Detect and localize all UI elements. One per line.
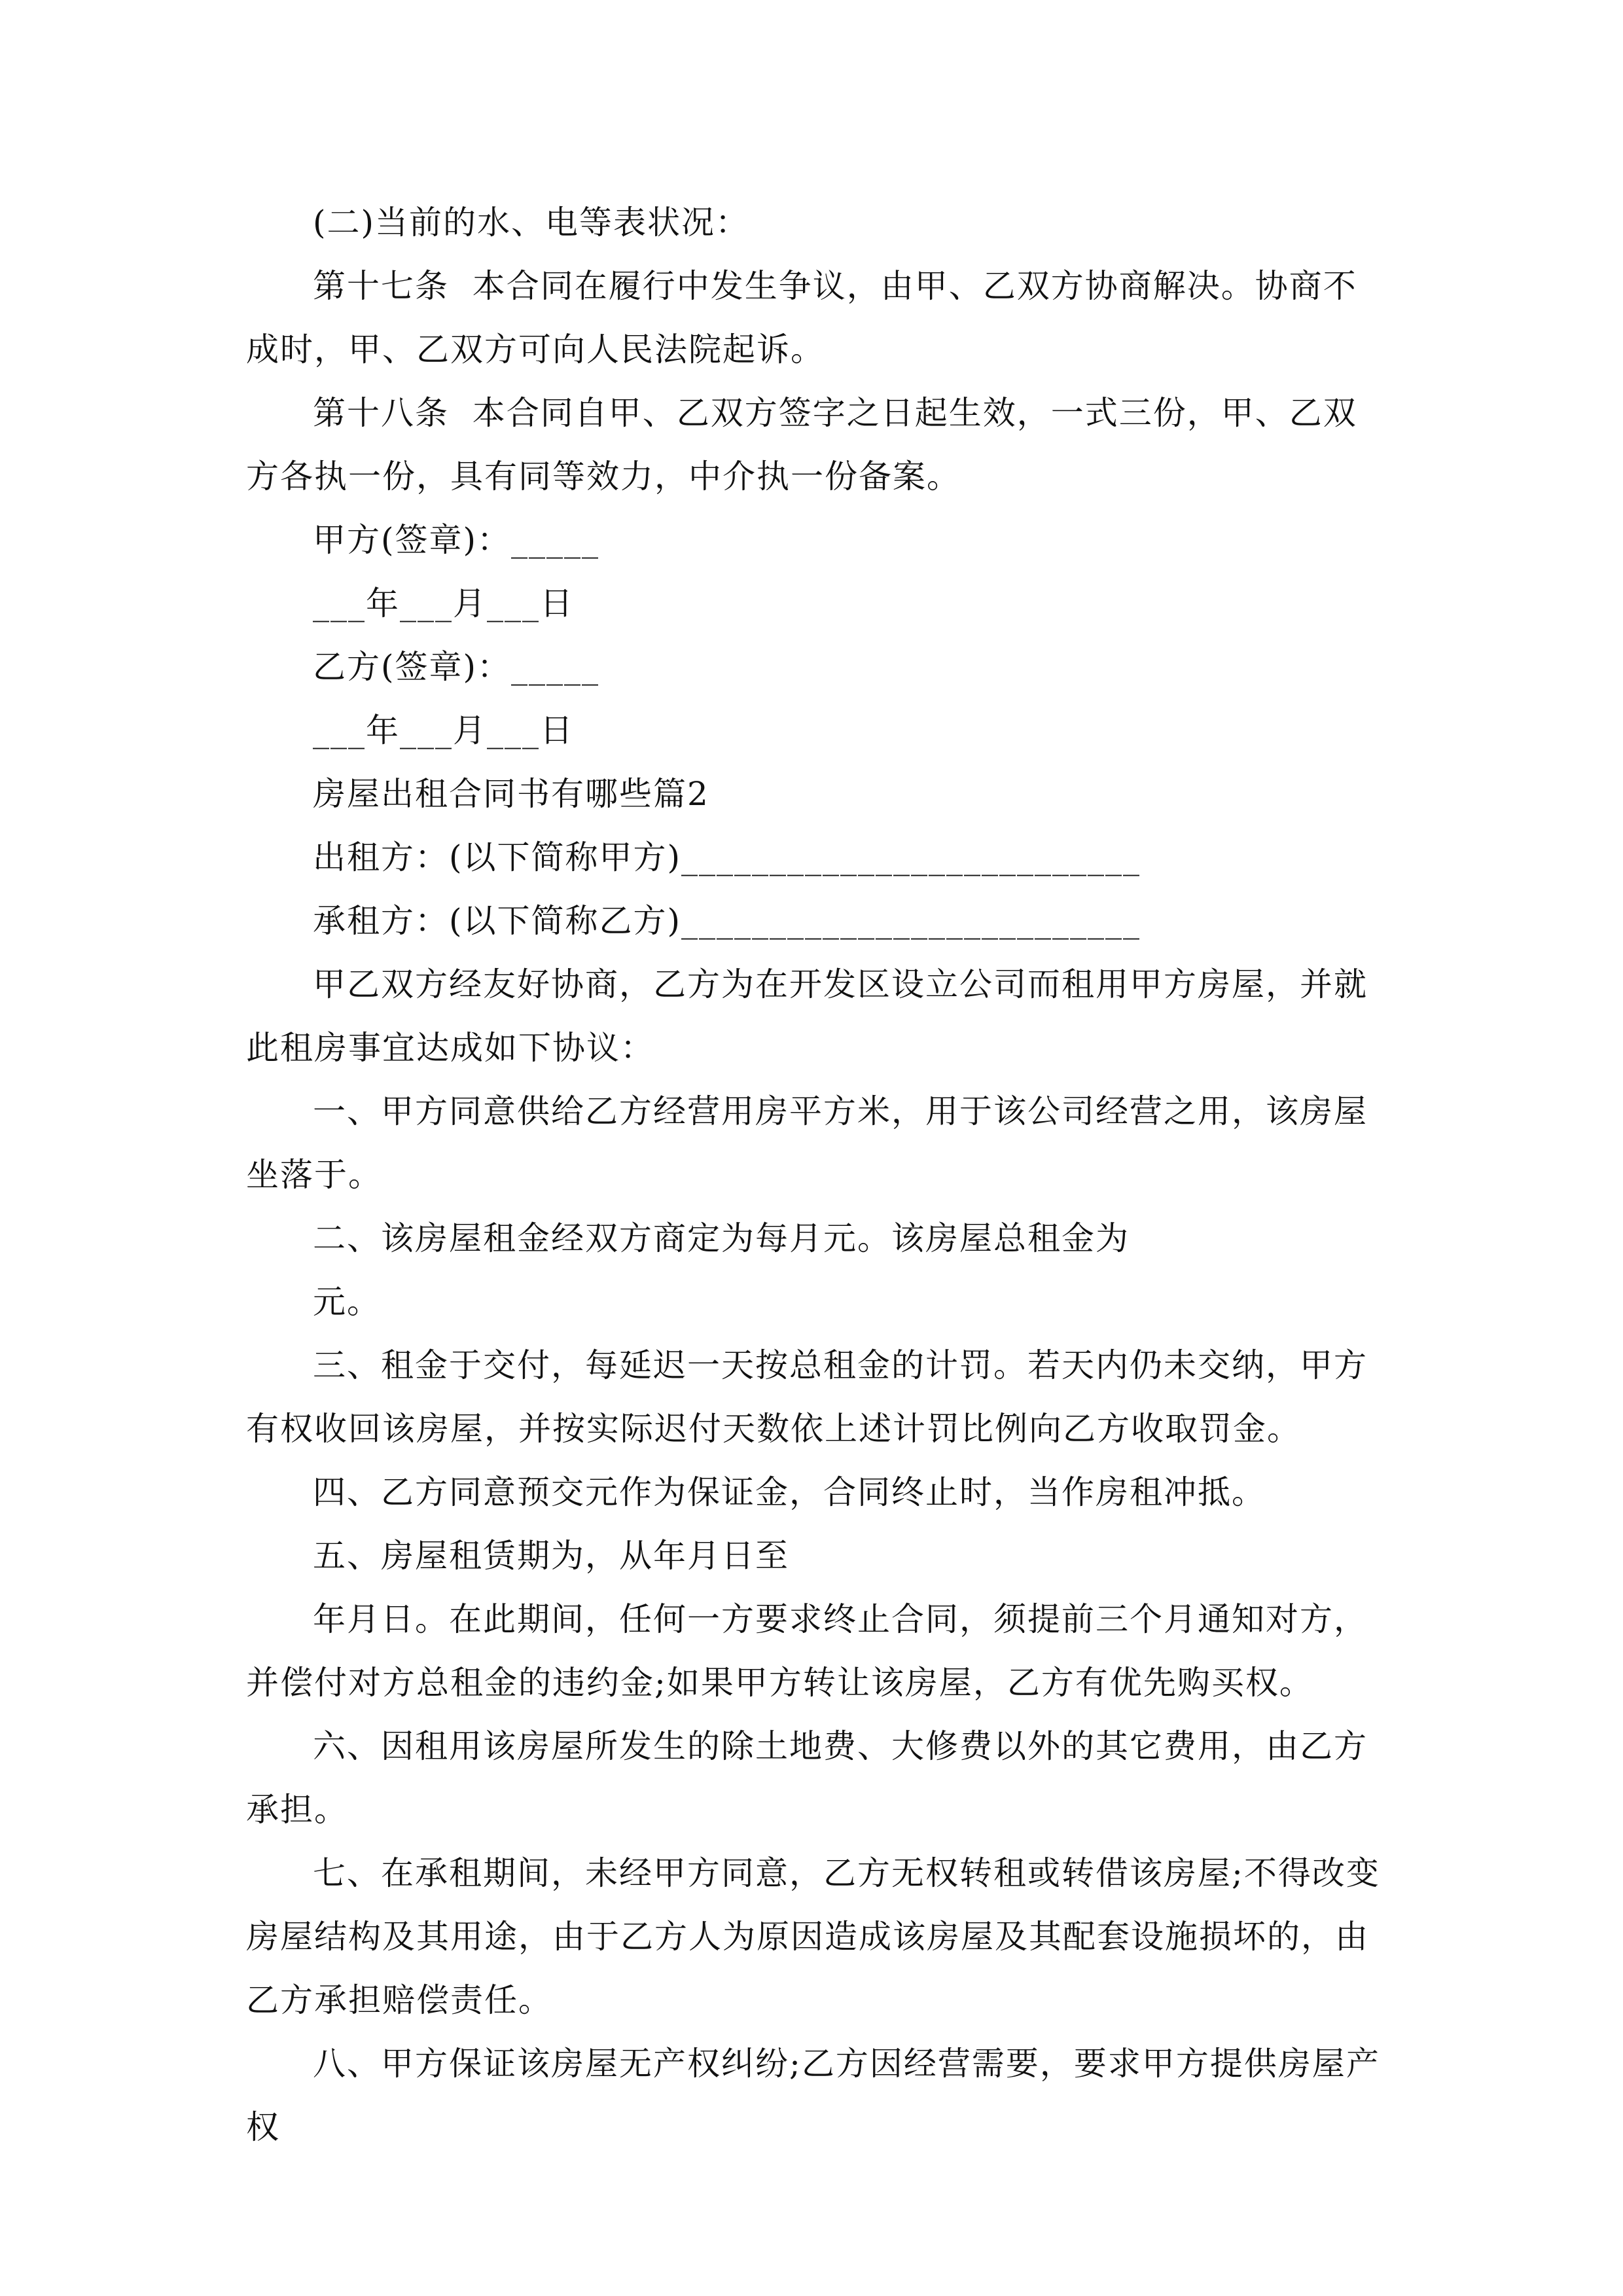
clause-6: 六、因租用该房屋所发生的除土地费、大修费以外的其它费用，由乙方承担。 xyxy=(246,1727,1368,1829)
clause-4: 四、乙方同意预交元作为保证金，合同终止时，当作房租冲抵。 xyxy=(313,1473,1266,1511)
party-a-date-line: ___年___月___日 xyxy=(313,584,574,622)
clause-1: 一、甲方同意供给乙方经营用房平方米，用于该公司经营之用，该房屋坐落于。 xyxy=(246,1092,1368,1194)
clause-3: 三、租金于交付，每延迟一天按总租金的计罚。若天内仍未交纳，甲方有权收回该房屋，并按实际迟付天数依上述计罚比例向乙方收取罚金。 xyxy=(246,1346,1368,1448)
clause-5-continuation: 年月日。在此期间，任何一方要求终止合同，须提前三个月通知对方，并偿付对方总租金的违约金;如果甲方转让该房屋，乙方有优先购买权。 xyxy=(246,1600,1368,1702)
article-18-effectiveness-clause: 第十八条 本合同自甲、乙双方签字之日起生效，一式三份，甲、乙双方各执一份，具有同等效力，中介执一份备案。 xyxy=(246,394,1357,495)
party-b-signature-line: 乙方(签章)：_____ xyxy=(313,648,600,686)
clause-2: 二、该房屋租金经双方商定为每月元。该房屋总租金为 xyxy=(313,1219,1130,1257)
contract-section-title: 房屋出租合同书有哪些篇2 xyxy=(313,775,709,813)
lessee-line: 承租方：(以下简称乙方)__________________________ xyxy=(313,902,1141,940)
meter-status-clause: (二)当前的水、电等表状况： xyxy=(313,204,750,242)
lessor-line: 出租方：(以下简称甲方)__________________________ xyxy=(313,838,1141,876)
clause-5: 五、房屋租赁期为，从年月日至 xyxy=(313,1537,789,1575)
article-17-dispute-clause: 第十七条 本合同在履行中发生争议，由甲、乙双方协商解决。协商不成时，甲、乙双方可向人民法院起诉。 xyxy=(246,267,1357,368)
party-a-signature-line: 甲方(签章)：_____ xyxy=(313,521,600,559)
clause-7: 七、在承租期间，未经甲方同意，乙方无权转租或转借该房屋;不得改变房屋结构及其用途，由于乙方人为原因造成该房屋及其配套设施损坏的，由乙方承担赔偿责任。 xyxy=(246,1854,1380,2019)
clause-2-continuation: 元。 xyxy=(313,1283,381,1321)
party-b-date-line: ___年___月___日 xyxy=(313,711,574,749)
agreement-intro: 甲乙双方经友好协商，乙方为在开发区设立公司而租用甲方房屋，并就此租房事宜达成如下协议： xyxy=(246,965,1368,1067)
document-body xyxy=(246,191,1385,2159)
clause-8: 八、甲方保证该房屋无产权纠纷;乙方因经营需要，要求甲方提供房屋产权 xyxy=(246,2045,1380,2146)
